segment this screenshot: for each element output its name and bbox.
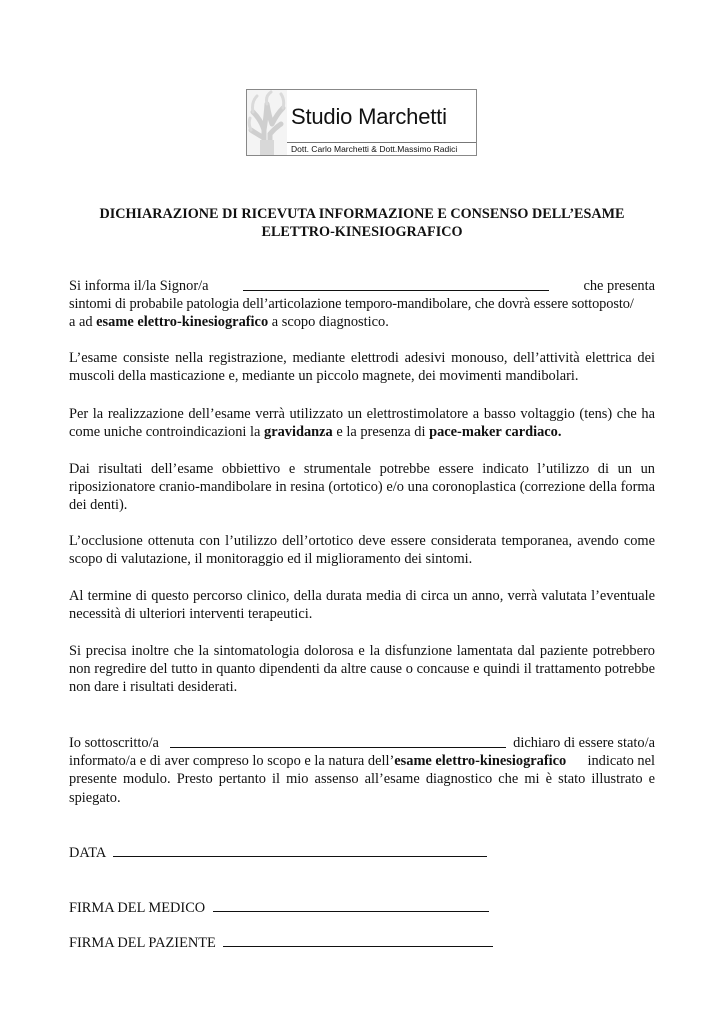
title-line-2: ELETTRO-KINESIOGRAFICO [261,224,463,240]
declaration-line-2-end: indicato nel [587,753,655,770]
contra-text-2: e la presenza di [332,424,430,441]
intro-line-3-end: a scopo diagnostico. [268,314,389,331]
date-field[interactable] [113,843,487,857]
paragraph-disclaimer: Si precisa inoltre che la sintomatologia dolorosa e la disfunzione lamentata dal paziente potrebbero non regredire del tutto in quanto dipendenti da altre cause o concause e quindi il trattamento potrebbe non dare i risultati desiderati. [69,643,655,696]
paragraph-results: Dai risultati dell’esame obbiettivo e strumentale potrebbe essere indicato l’utilizzo di un un riposizionatore cranio-mandibolare in resina (ortotico) e/o una coronoplastica (correzione della forma dei denti). [69,461,655,514]
title-line-1: DICHIARAZIONE DI RICEVUTA INFORMAZIONE E CONSENSO DELL’ESAME [99,206,625,222]
patient-name-field[interactable] [243,277,549,291]
paragraph-clinical-path: Al termine di questo percorso clinico, della durata media di circa un anno, verrà valutata l’eventuale necessità di ulteriori interventi terapeutici. [69,588,655,623]
patient-signature-row [69,933,493,952]
intro-end: che presenta [583,278,655,294]
intro-line-1 [69,277,655,295]
paragraph-occlusion: L’occlusione ottenuta con l’utilizzo dell’ortotico deve essere considerata temporanea, avendo come scopo di valutazione, il monitoraggio ed il miglioramento dei sintomi. [69,533,655,568]
declaration-exam-name: esame elettro-kinesiografico [394,753,567,770]
declaration-start: Io sottoscritto/a [69,735,159,751]
patient-signature-field[interactable] [223,933,493,947]
declaration-rest: presente modulo. Presto pertanto il mio assenso all’esame diagnostico che mi è stato illustrato e spiegato. [69,771,655,806]
contra-pregnancy: gravidanza [264,424,333,441]
tree-icon [247,90,287,155]
paragraph-intro [69,277,655,332]
patient-signature-label: FIRMA DEL PAZIENTE [69,935,216,951]
signer-name-field[interactable] [170,734,506,748]
paragraph-declaration [69,734,655,807]
date-label: DATA [69,845,106,861]
date-row [69,843,487,862]
paragraph-contraindications [69,405,655,441]
contra-pacemaker: pace-maker cardiaco. [429,424,562,441]
intro-line-3 [69,313,655,331]
doctor-signature-label: FIRMA DEL MEDICO [69,900,206,916]
declaration-line-2 [69,752,655,770]
studio-name: Studio Marchetti [291,104,447,129]
paragraph-exam-description: L’esame consiste nella registrazione, mediante elettrodi adesivi monouso, dell’attività elettrica dei muscoli della masticazione e, mediante un piccolo magnete, dei movimenti mandibolari. [69,350,655,385]
declaration-line-2-start: informato/a e di aver compreso lo scopo e la natura dell’ [69,753,395,770]
doctor-signature-row [69,898,489,917]
doctor-signature-field[interactable] [213,898,489,912]
declaration-mid: dichiaro di essere stato/a [513,735,655,751]
intro-line-2: sintomi di probabile patologia dell’articolazione temporo-mandibolare, che dovrà essere sottoposto/ [69,296,634,313]
declaration-line-1 [69,734,655,752]
logo-divider [287,142,476,143]
studio-logo [246,89,477,156]
document-title [69,205,655,241]
studio-doctors: Dott. Carlo Marchetti & Dott.Massimo Radici [291,144,458,154]
declaration-line-2-text [69,752,566,770]
intro-exam-name: esame elettro-kinesiografico [96,314,269,331]
intro-line-3-start: a ad [69,314,97,331]
intro-start: Si informa il/la Signor/a [69,278,209,294]
contra-text-1: Per la realizzazione dell’esame verrà utilizzato un elettrostimolatore a basso voltaggio (tens) che ha come uniche controindicazioni la [69,406,655,441]
